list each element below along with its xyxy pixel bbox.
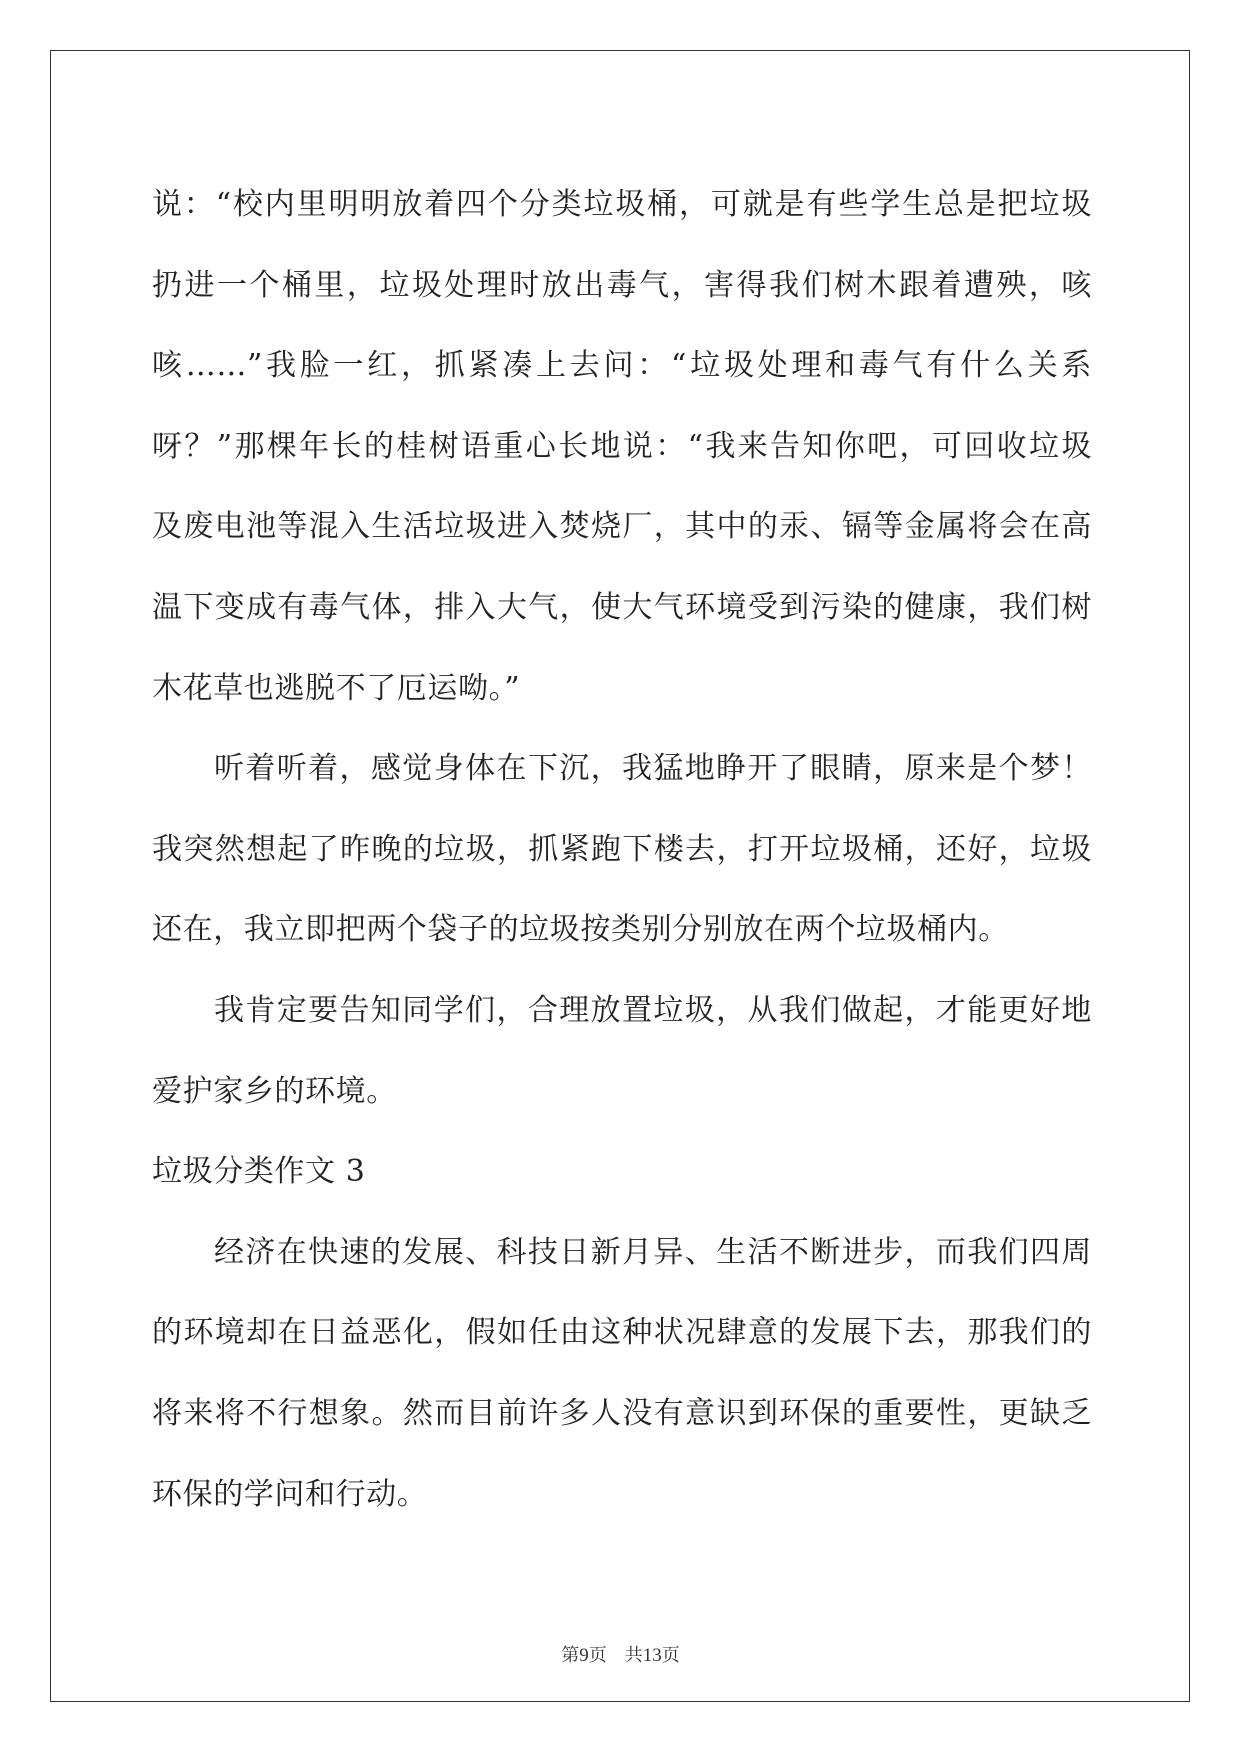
- text-line: 将来将不行想象。然而目前许多人没有意识到环保的重要性，更缺乏: [152, 1395, 1092, 1431]
- text-line: 环保的学问和行动。: [152, 1476, 428, 1512]
- section-heading: 垃圾分类作文 3: [152, 1154, 366, 1190]
- text-line: 我突然想起了昨晚的垃圾，抓紧跑下楼去，打开垃圾桶，还好，垃圾: [152, 831, 1092, 867]
- text-line: 说：“校内里明明放着四个分类垃圾桶，可就是有些学生总是把垃圾: [152, 187, 1092, 222]
- text-line: 我肯定要告知同学们，合理放置垃圾，从我们做起，才能更好地: [214, 992, 1092, 1028]
- text-line: 的环境却在日益恶化，假如任由这种状况肆意的发展下去，那我们的: [152, 1315, 1092, 1351]
- footer-mid: 页 共: [588, 1645, 643, 1666]
- page-number: 9: [579, 1645, 589, 1666]
- footer-prefix: 第: [561, 1645, 580, 1666]
- text-line: 听着听着，感觉身体在下沉，我猛地睁开了眼睛，原来是个梦！: [214, 751, 1092, 787]
- text-line: 及废电池等混入生活垃圾进入焚烧厂，其中的汞、镉等金属将会在高: [152, 509, 1092, 545]
- document-body: [152, 165, 1092, 1535]
- text-line: 呀？”那棵年长的桂树语重心长地说：“我来告知你吧，可回收垃圾: [152, 428, 1092, 464]
- footer-suffix: 页: [661, 1645, 680, 1666]
- text-line: 温下变成有毒气体，排入大气，使大气环境受到污染的健康，我们树: [152, 589, 1092, 625]
- page-total: 13: [642, 1645, 662, 1666]
- text-line: 爱护家乡的环境。: [152, 1073, 397, 1109]
- page-footer: [0, 1641, 1241, 1667]
- text-line: 还在，我立即把两个袋子的垃圾按类别分别放在两个垃圾桶内。: [152, 912, 1009, 948]
- text-line: 咳……”我脸一红，抓紧凑上去问：“垃圾处理和毒气有什么关系: [152, 348, 1092, 384]
- text-line: 木花草也逃脱不了厄运呦。”: [152, 670, 521, 706]
- text-line: 经济在快速的发展、科技日新月异、生活不断进步，而我们四周: [214, 1234, 1092, 1270]
- text-line: 扔进一个桶里，垃圾处理时放出毒气，害得我们树木跟着遭殃，咳: [152, 267, 1092, 303]
